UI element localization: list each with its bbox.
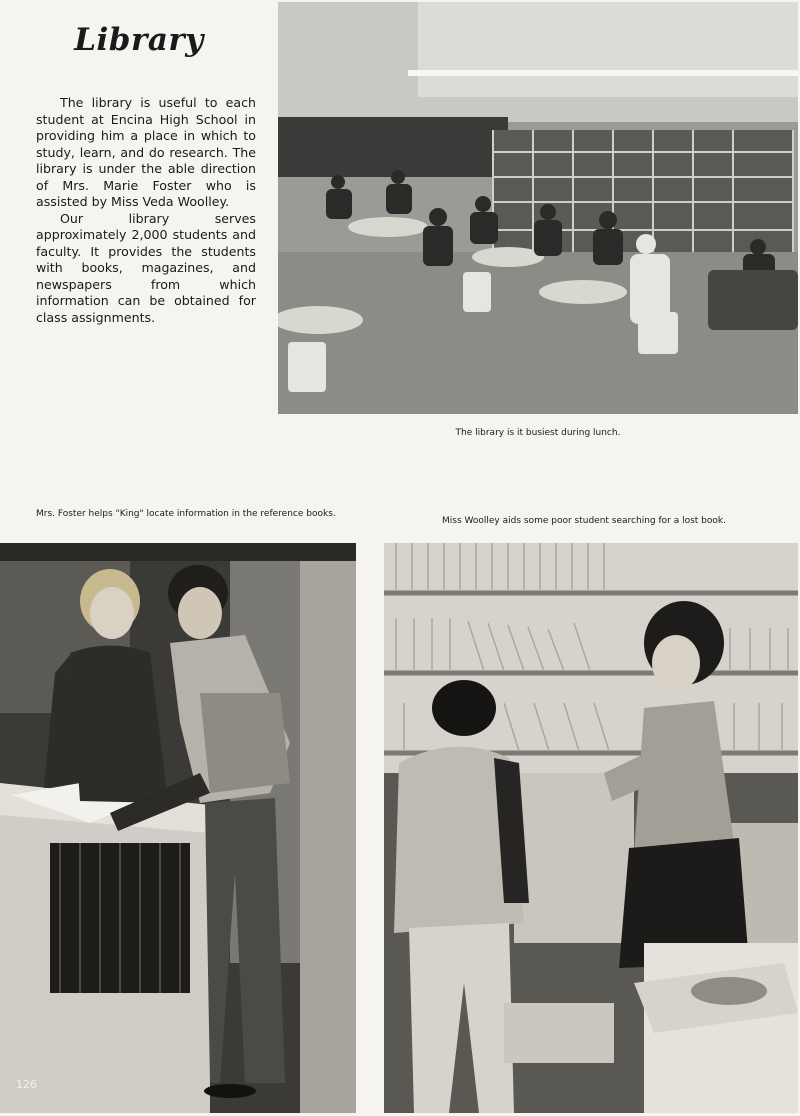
- caption-main-photo: The library is it busiest during lunch.: [455, 428, 621, 438]
- photo-library-reading-room: [278, 2, 798, 414]
- caption-right-photo: Miss Woolley aids some poor student searching for a lost book.: [442, 516, 726, 526]
- caption-left-photo: Mrs. Foster helps "King" locate information in the reference books.: [36, 509, 336, 519]
- page-title: Library: [74, 22, 204, 58]
- page-number: 126: [16, 1078, 37, 1091]
- body-text: [36, 95, 256, 326]
- paragraph-2: Our library serves approximately 2,000 students and faculty. It provides the students with books, magazines, and newspapers from which information can be obtained for class assignments.: [36, 210, 256, 325]
- photo-reference-desk: [0, 543, 356, 1113]
- paragraph-1: The library is useful to each student at Encina High School in providing him a place in which to study, learn, and do research. The library is under the able direction of Mrs. Marie Foster who is assisted by Miss Veda Woolley.: [36, 95, 256, 209]
- photo-book-shelves: [384, 543, 798, 1113]
